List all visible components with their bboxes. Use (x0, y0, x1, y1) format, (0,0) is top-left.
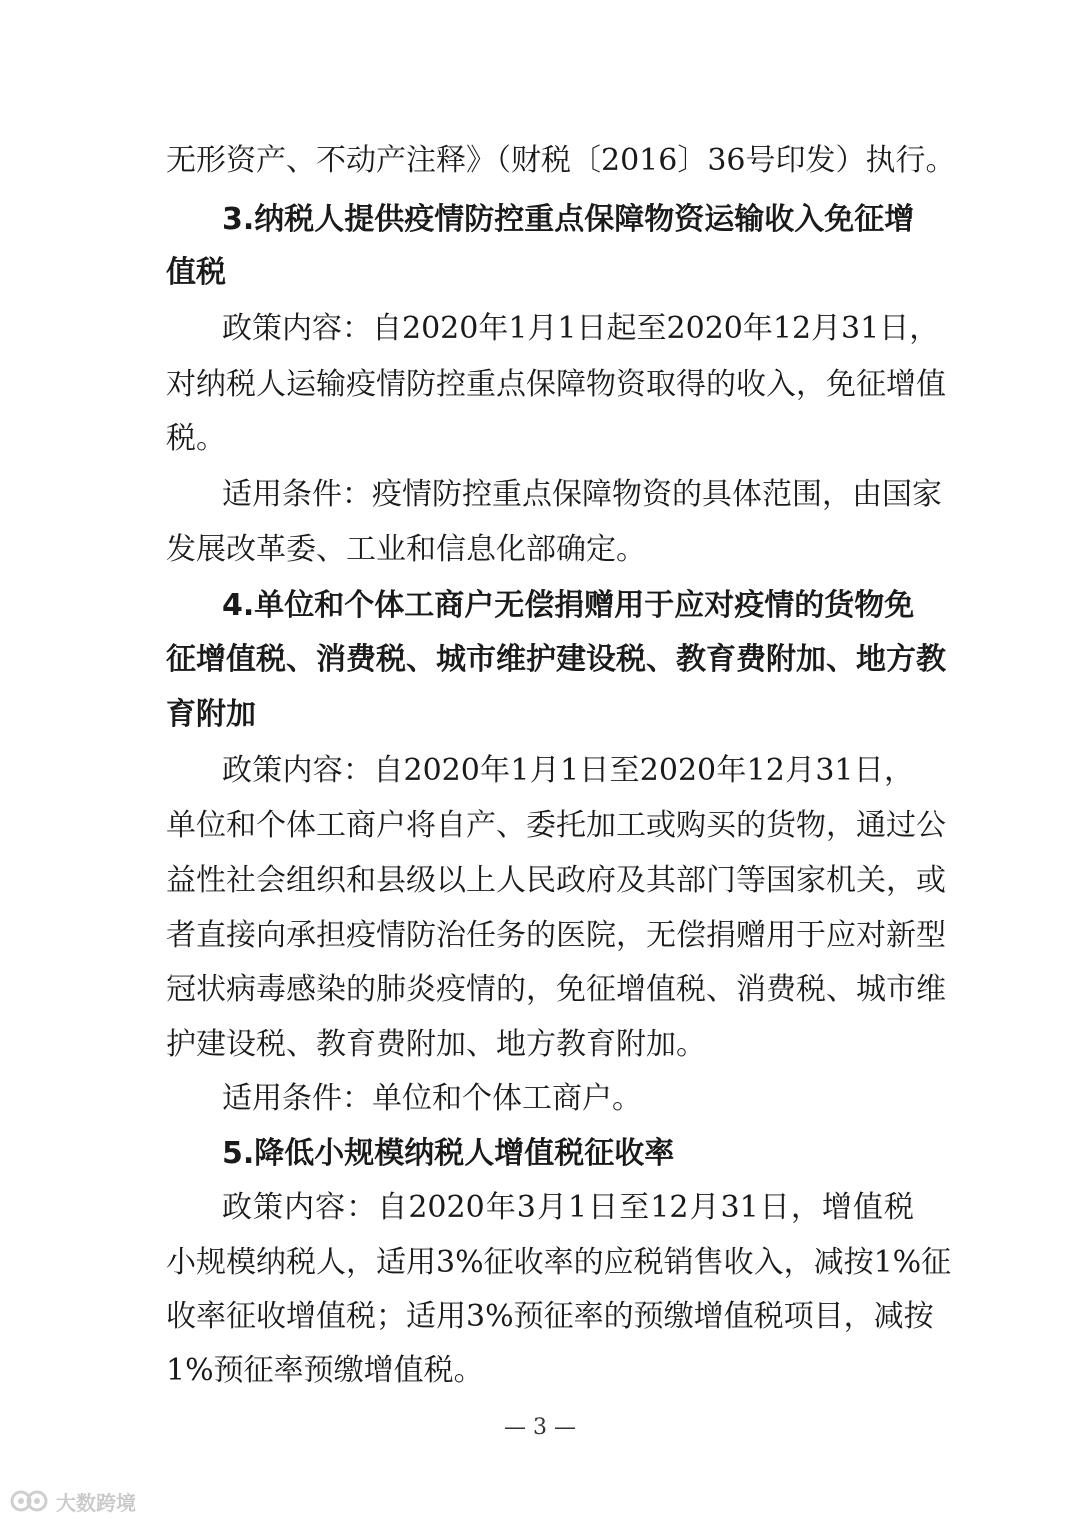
text-line: 单位和个体工商户将自产、委托加工或购买的货物，通过公 (166, 808, 946, 843)
text-line: 小规模纳税人，适用3%征收率的应税销售收入，减按1%征 (166, 1245, 952, 1280)
watermark (10, 1485, 136, 1517)
text-line: 益性社会组织和县级以上人民政府及其部门等国家机关，或 (166, 863, 946, 898)
text-line: 护建设税、教育费附加、地方教育附加。 (166, 1027, 706, 1062)
text-line: 对纳税人运输疫情防控重点保障物资取得的收入，免征增值 (166, 367, 946, 402)
section-heading-4-cont: 征增值税、消费税、城市维护建设税、教育费附加、地方教 (166, 642, 946, 677)
text-line: 政策内容：自2020年1月1日至2020年12月31日， (222, 753, 914, 788)
text-line: 政策内容：自2020年3月1日至12月31日，增值税 (222, 1190, 914, 1225)
page-number: — 3 — (504, 1415, 576, 1440)
section-heading-3-cont: 值税 (166, 255, 226, 290)
text-line: 政策内容：自2020年1月1日起至2020年12月31日， (222, 311, 940, 346)
text-line: 冠状病毒感染的肺炎疫情的，免征增值税、消费税、城市维 (166, 972, 946, 1007)
brand-logo-icon (10, 1488, 50, 1514)
text-line: 1%预征率预缴增值税。 (166, 1353, 484, 1388)
text-line: 税。 (166, 421, 226, 456)
text-line: 者直接向承担疫情防治任务的医院，无偿捐赠用于应对新型 (166, 918, 946, 953)
text-line: 适用条件：疫情防控重点保障物资的具体范围，由国家 (222, 477, 942, 512)
section-heading-4: 4.单位和个体工商户无偿捐赠用于应对疫情的货物免 (222, 588, 915, 623)
text-line: 收率征收增值税；适用3%预征率的预缴增值税项目，减按 (166, 1299, 934, 1334)
section-heading-5: 5.降低小规模纳税人增值税征收率 (222, 1136, 675, 1171)
section-heading-3: 3.纳税人提供疫情防控重点保障物资运输收入免征增 (222, 202, 915, 237)
text-line: 发展改革委、工业和信息化部确定。 (166, 532, 646, 567)
watermark-text: 大数跨境 (56, 1490, 136, 1515)
text-line: 适用条件：单位和个体工商户。 (222, 1081, 642, 1116)
text-line: 无形资产、不动产注释》（财税〔2016〕36号印发）执行。 (166, 143, 956, 178)
section-heading-4-cont: 育附加 (166, 697, 256, 732)
